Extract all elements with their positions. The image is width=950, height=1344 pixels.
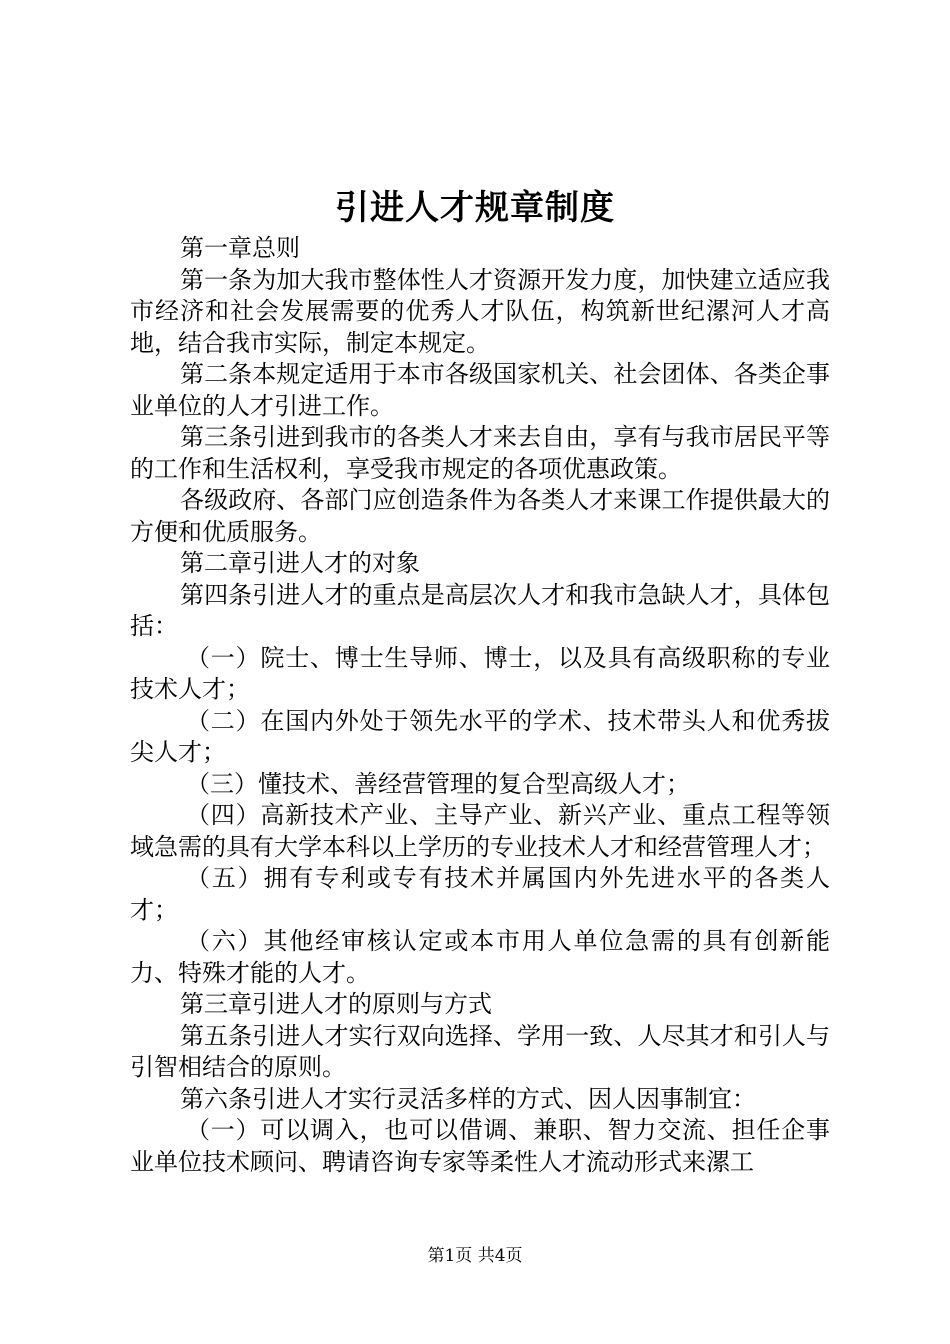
list-item: （一）院士、博士生导师、博士，以及具有高级职称的专业技术人才； bbox=[130, 643, 830, 703]
list-item: （六）其他经审核认定或本市用人单位急需的具有创新能力、特殊才能的人才。 bbox=[130, 927, 830, 987]
article-paragraph: 第五条引进人才实行双向选择、学用一致、人尽其才和引人与引智相结合的原则。 bbox=[130, 1021, 830, 1081]
page-footer: 第1页 共4页 bbox=[427, 1246, 523, 1266]
list-item: （三）懂技术、善经营管理的复合型高级人才； bbox=[186, 769, 690, 798]
page-title: 引进人才规章制度 bbox=[335, 188, 615, 228]
chapter-heading: 第二章引进人才的对象 bbox=[180, 549, 420, 577]
article-paragraph: 第一条为加大我市整体性人才资源开发力度，加快建立适应我市经济和社会发展需要的优秀人才队伍，构筑新世纪漯河人才高地，结合我市实际，制定本规定。 bbox=[130, 265, 830, 357]
list-item: （二）在国内外处于领先水平的学术、技术带头人和优秀拔尖人才； bbox=[130, 706, 830, 766]
chapter-heading: 第一章总则 bbox=[180, 234, 300, 262]
article-paragraph: 各级政府、各部门应创造条件为各类人才来课工作提供最大的方便和优质服务。 bbox=[130, 486, 830, 546]
list-item: （五）拥有专利或专有技术并属国内外先进水平的各类人才； bbox=[130, 864, 830, 924]
chapter-heading: 第三章引进人才的原则与方式 bbox=[180, 990, 492, 1018]
article-paragraph: 第二条本规定适用于本市各级国家机关、社会团体、各类企事业单位的人才引进工作。 bbox=[130, 360, 830, 420]
article-paragraph: 第六条引进人才实行灵活多样的方式、因人因事制宜： bbox=[180, 1084, 756, 1113]
document-body bbox=[130, 233, 830, 1178]
article-paragraph: 第三条引进到我市的各类人才来去自由，享有与我市居民平等的工作和生活权利，享受我市规定的各项优惠政策。 bbox=[130, 423, 830, 483]
list-item: （一）可以调入，也可以借调、兼职、智力交流、担任企事业单位技术顾问、聘请咨询专家等柔性人才流动形式来漯工 bbox=[130, 1116, 830, 1176]
article-paragraph: 第四条引进人才的重点是高层次人才和我市急缺人才，具体包括： bbox=[130, 580, 830, 640]
list-item: （四）高新技术产业、主导产业、新兴产业、重点工程等领域急需的具有大学本科以上学历的专业技术人才和经营管理人才； bbox=[130, 801, 830, 861]
